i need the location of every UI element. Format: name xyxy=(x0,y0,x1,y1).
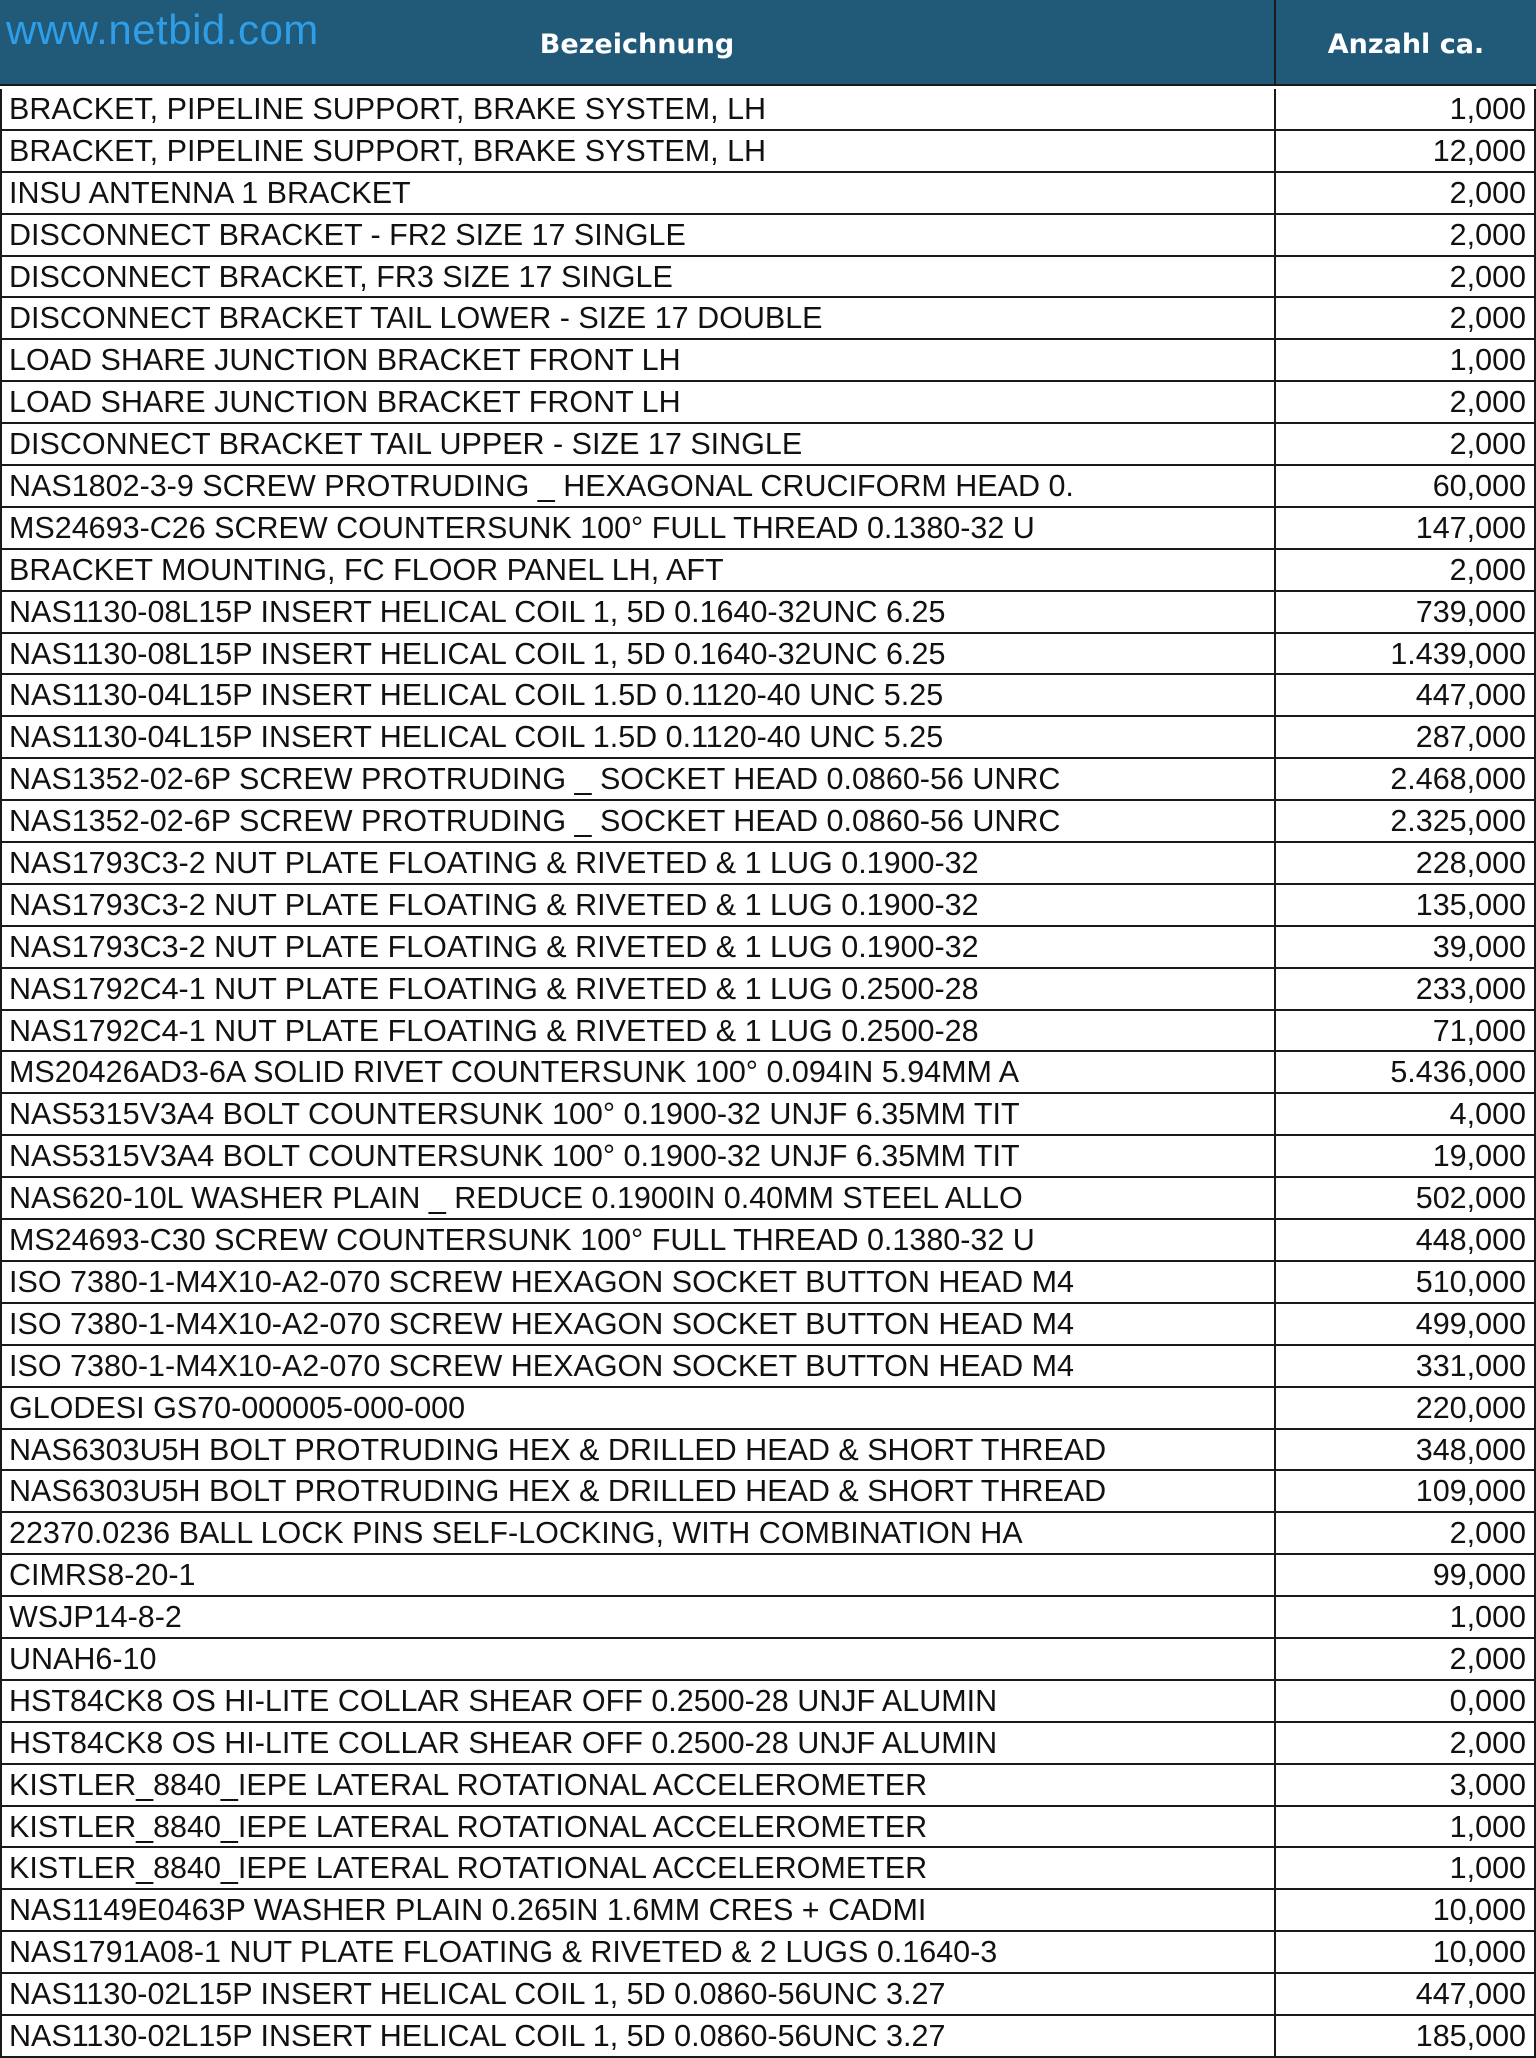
quantity-cell[interactable]: 228,000 xyxy=(1276,843,1536,883)
table-row[interactable] xyxy=(0,801,1536,843)
description-cell[interactable]: BRACKET MOUNTING, FC FLOOR PANEL LH, AFT xyxy=(2,550,1276,590)
description-cell[interactable]: ISO 7380-1-M4X10-A2-070 SCREW HEXAGON SOCKET BUTTON HEAD M4 xyxy=(2,1262,1276,1302)
description-cell[interactable]: NAS1793C3-2 NUT PLATE FLOATING & RIVETED & 1 LUG 0.1900-32 xyxy=(2,927,1276,967)
column-header-description[interactable]: Bezeichnung xyxy=(0,0,1276,86)
table-row[interactable] xyxy=(0,1723,1536,1765)
description-cell[interactable]: MS24693-C30 SCREW COUNTERSUNK 100° FULL THREAD 0.1380-32 U xyxy=(2,1220,1276,1260)
description-cell[interactable]: NAS1130-08L15P INSERT HELICAL COIL 1, 5D 0.1640-32UNC 6.25 xyxy=(2,634,1276,674)
table-row[interactable] xyxy=(0,298,1536,340)
quantity-cell[interactable]: 1.439,000 xyxy=(1276,634,1536,674)
description-cell[interactable]: NAS1130-08L15P INSERT HELICAL COIL 1, 5D 0.1640-32UNC 6.25 xyxy=(2,592,1276,632)
table-row[interactable] xyxy=(0,508,1536,550)
table-body xyxy=(0,89,1536,2058)
quantity-cell[interactable]: 5.436,000 xyxy=(1276,1052,1536,1092)
quantity-cell[interactable]: 2,000 xyxy=(1276,298,1536,338)
description-cell[interactable]: NAS1149E0463P WASHER PLAIN 0.265IN 1.6MM CRES + CADMI xyxy=(2,1890,1276,1930)
table-row[interactable] xyxy=(0,1555,1536,1597)
description-cell[interactable]: KISTLER_8840_IEPE LATERAL ROTATIONAL ACCELEROMETER xyxy=(2,1765,1276,1805)
quantity-cell[interactable]: 12,000 xyxy=(1276,131,1536,171)
description-cell[interactable]: LOAD SHARE JUNCTION BRACKET FRONT LH xyxy=(2,340,1276,380)
quantity-cell[interactable]: 502,000 xyxy=(1276,1178,1536,1218)
description-cell[interactable]: NAS1791A08-1 NUT PLATE FLOATING & RIVETED & 2 LUGS 0.1640-3 xyxy=(2,1932,1276,1972)
description-cell[interactable]: CIMRS8-20-1 xyxy=(2,1555,1276,1595)
quantity-cell[interactable]: 2,000 xyxy=(1276,257,1536,297)
table-row[interactable] xyxy=(0,927,1536,969)
quantity-cell[interactable]: 1,000 xyxy=(1276,340,1536,380)
description-cell[interactable]: NAS1352-02-6P SCREW PROTRUDING _ SOCKET HEAD 0.0860-56 UNRC xyxy=(2,801,1276,841)
description-cell[interactable]: NAS1792C4-1 NUT PLATE FLOATING & RIVETED & 1 LUG 0.2500-28 xyxy=(2,1011,1276,1051)
description-cell[interactable]: NAS1130-02L15P INSERT HELICAL COIL 1, 5D 0.0860-56UNC 3.27 xyxy=(2,1974,1276,2014)
table-row[interactable] xyxy=(0,1974,1536,2016)
table-header xyxy=(0,0,1536,86)
table-row[interactable] xyxy=(0,1304,1536,1346)
quantity-cell[interactable]: 287,000 xyxy=(1276,717,1536,757)
quantity-cell[interactable]: 2.468,000 xyxy=(1276,759,1536,799)
quantity-cell[interactable]: 448,000 xyxy=(1276,1220,1536,1260)
quantity-cell[interactable]: 2,000 xyxy=(1276,173,1536,213)
quantity-cell[interactable]: 499,000 xyxy=(1276,1304,1536,1344)
table-row[interactable] xyxy=(0,634,1536,676)
table-row[interactable] xyxy=(0,1262,1536,1304)
description-cell[interactable]: NAS1130-04L15P INSERT HELICAL COIL 1.5D 0.1120-40 UNC 5.25 xyxy=(2,717,1276,757)
quantity-cell[interactable]: 3,000 xyxy=(1276,1765,1536,1805)
table-row[interactable] xyxy=(0,1848,1536,1890)
table-row[interactable] xyxy=(0,424,1536,466)
description-cell[interactable]: NAS1793C3-2 NUT PLATE FLOATING & RIVETED & 1 LUG 0.1900-32 xyxy=(2,843,1276,883)
description-cell[interactable]: NAS6303U5H BOLT PROTRUDING HEX & DRILLED HEAD & SHORT THREAD xyxy=(2,1430,1276,1470)
description-cell[interactable]: NAS5315V3A4 BOLT COUNTERSUNK 100° 0.1900-32 UNJF 6.35MM TIT xyxy=(2,1094,1276,1134)
table-row[interactable] xyxy=(0,759,1536,801)
table-row[interactable] xyxy=(0,1471,1536,1513)
quantity-cell[interactable]: 1,000 xyxy=(1276,1848,1536,1888)
description-cell[interactable]: 22370.0236 BALL LOCK PINS SELF-LOCKING, WITH COMBINATION HA xyxy=(2,1513,1276,1553)
table-row[interactable] xyxy=(0,1220,1536,1262)
quantity-cell[interactable]: 0,000 xyxy=(1276,1681,1536,1721)
table-row[interactable] xyxy=(0,1597,1536,1639)
description-cell[interactable]: NAS1130-02L15P INSERT HELICAL COIL 1, 5D 0.0860-56UNC 3.27 xyxy=(2,2016,1276,2056)
table-row[interactable] xyxy=(0,89,1536,131)
table-row[interactable] xyxy=(0,173,1536,215)
description-cell[interactable]: NAS1352-02-6P SCREW PROTRUDING _ SOCKET HEAD 0.0860-56 UNRC xyxy=(2,759,1276,799)
quantity-cell[interactable]: 233,000 xyxy=(1276,969,1536,1009)
quantity-cell[interactable]: 1,000 xyxy=(1276,89,1536,129)
table-row[interactable] xyxy=(0,1388,1536,1430)
description-cell[interactable]: DISCONNECT BRACKET - FR2 SIZE 17 SINGLE xyxy=(2,215,1276,255)
table-row[interactable] xyxy=(0,550,1536,592)
description-cell[interactable]: INSU ANTENNA 1 BRACKET xyxy=(2,173,1276,213)
description-cell[interactable]: MS20426AD3-6A SOLID RIVET COUNTERSUNK 100° 0.094IN 5.94MM A xyxy=(2,1052,1276,1092)
table-row[interactable] xyxy=(0,1681,1536,1723)
table-row[interactable] xyxy=(0,215,1536,257)
watermark-logo: www.netbid.com xyxy=(6,6,319,53)
table-row[interactable] xyxy=(0,1513,1536,1555)
description-cell[interactable]: GLODESI GS70-000005-000-000 xyxy=(2,1388,1276,1428)
description-cell[interactable]: NAS1802-3-9 SCREW PROTRUDING _ HEXAGONAL CRUCIFORM HEAD 0. xyxy=(2,466,1276,506)
quantity-cell[interactable]: 2,000 xyxy=(1276,424,1536,464)
description-cell[interactable]: BRACKET, PIPELINE SUPPORT, BRAKE SYSTEM, LH xyxy=(2,89,1276,129)
table-row[interactable] xyxy=(0,340,1536,382)
quantity-cell[interactable]: 2,000 xyxy=(1276,1723,1536,1763)
quantity-cell[interactable]: 2,000 xyxy=(1276,550,1536,590)
table-row[interactable] xyxy=(0,257,1536,299)
quantity-cell[interactable]: 220,000 xyxy=(1276,1388,1536,1428)
description-cell[interactable]: DISCONNECT BRACKET, FR3 SIZE 17 SINGLE xyxy=(2,257,1276,297)
description-cell[interactable]: BRACKET, PIPELINE SUPPORT, BRAKE SYSTEM, LH xyxy=(2,131,1276,171)
table-row[interactable] xyxy=(0,1932,1536,1974)
quantity-cell[interactable]: 739,000 xyxy=(1276,592,1536,632)
quantity-cell[interactable]: 2,000 xyxy=(1276,1639,1536,1679)
quantity-cell[interactable]: 135,000 xyxy=(1276,885,1536,925)
quantity-cell[interactable]: 109,000 xyxy=(1276,1471,1536,1511)
quantity-cell[interactable]: 1,000 xyxy=(1276,1807,1536,1847)
quantity-cell[interactable]: 147,000 xyxy=(1276,508,1536,548)
description-cell[interactable]: ISO 7380-1-M4X10-A2-070 SCREW HEXAGON SOCKET BUTTON HEAD M4 xyxy=(2,1346,1276,1386)
description-cell[interactable]: WSJP14-8-2 xyxy=(2,1597,1276,1637)
table-row[interactable] xyxy=(0,1011,1536,1053)
description-cell[interactable]: KISTLER_8840_IEPE LATERAL ROTATIONAL ACCELEROMETER xyxy=(2,1848,1276,1888)
quantity-cell[interactable]: 39,000 xyxy=(1276,927,1536,967)
table-row[interactable] xyxy=(0,592,1536,634)
quantity-cell[interactable]: 10,000 xyxy=(1276,1932,1536,1972)
table-row[interactable] xyxy=(0,382,1536,424)
quantity-cell[interactable]: 10,000 xyxy=(1276,1890,1536,1930)
table-row[interactable] xyxy=(0,843,1536,885)
description-cell[interactable]: DISCONNECT BRACKET TAIL LOWER - SIZE 17 DOUBLE xyxy=(2,298,1276,338)
description-cell[interactable]: LOAD SHARE JUNCTION BRACKET FRONT LH xyxy=(2,382,1276,422)
quantity-cell[interactable]: 348,000 xyxy=(1276,1430,1536,1470)
description-cell[interactable]: NAS1792C4-1 NUT PLATE FLOATING & RIVETED & 1 LUG 0.2500-28 xyxy=(2,969,1276,1009)
table-row[interactable] xyxy=(0,1890,1536,1932)
quantity-cell[interactable]: 447,000 xyxy=(1276,675,1536,715)
quantity-cell[interactable]: 99,000 xyxy=(1276,1555,1536,1595)
quantity-cell[interactable]: 2,000 xyxy=(1276,1513,1536,1553)
description-cell[interactable]: NAS1793C3-2 NUT PLATE FLOATING & RIVETED & 1 LUG 0.1900-32 xyxy=(2,885,1276,925)
quantity-cell[interactable]: 185,000 xyxy=(1276,2016,1536,2056)
quantity-cell[interactable]: 4,000 xyxy=(1276,1094,1536,1134)
quantity-cell[interactable]: 2,000 xyxy=(1276,382,1536,422)
table-row[interactable] xyxy=(0,1094,1536,1136)
table-row[interactable] xyxy=(0,675,1536,717)
table-row[interactable] xyxy=(0,2016,1536,2058)
description-cell[interactable]: NAS1130-04L15P INSERT HELICAL COIL 1.5D 0.1120-40 UNC 5.25 xyxy=(2,675,1276,715)
quantity-cell[interactable]: 1,000 xyxy=(1276,1597,1536,1637)
quantity-cell[interactable]: 19,000 xyxy=(1276,1136,1536,1176)
description-cell[interactable]: HST84CK8 OS HI-LITE COLLAR SHEAR OFF 0.2500-28 UNJF ALUMIN xyxy=(2,1723,1276,1763)
description-cell[interactable]: UNAH6-10 xyxy=(2,1639,1276,1679)
description-cell[interactable]: KISTLER_8840_IEPE LATERAL ROTATIONAL ACCELEROMETER xyxy=(2,1807,1276,1847)
quantity-cell[interactable]: 60,000 xyxy=(1276,466,1536,506)
table-row[interactable] xyxy=(0,466,1536,508)
table-row[interactable] xyxy=(0,131,1536,173)
table-row[interactable] xyxy=(0,969,1536,1011)
table-row[interactable] xyxy=(0,1052,1536,1094)
table-row[interactable] xyxy=(0,717,1536,759)
description-cell[interactable]: NAS5315V3A4 BOLT COUNTERSUNK 100° 0.1900-32 UNJF 6.35MM TIT xyxy=(2,1136,1276,1176)
quantity-cell[interactable]: 510,000 xyxy=(1276,1262,1536,1302)
description-cell[interactable]: DISCONNECT BRACKET TAIL UPPER - SIZE 17 SINGLE xyxy=(2,424,1276,464)
table-row[interactable] xyxy=(0,1136,1536,1178)
table-row[interactable] xyxy=(0,1346,1536,1388)
table-row[interactable] xyxy=(0,1178,1536,1220)
description-cell[interactable]: MS24693-C26 SCREW COUNTERSUNK 100° FULL THREAD 0.1380-32 U xyxy=(2,508,1276,548)
table-row[interactable] xyxy=(0,1639,1536,1681)
description-cell[interactable]: NAS620-10L WASHER PLAIN _ REDUCE 0.1900IN 0.40MM STEEL ALLO xyxy=(2,1178,1276,1218)
description-cell[interactable]: HST84CK8 OS HI-LITE COLLAR SHEAR OFF 0.2500-28 UNJF ALUMIN xyxy=(2,1681,1276,1721)
table-row[interactable] xyxy=(0,885,1536,927)
quantity-cell[interactable]: 447,000 xyxy=(1276,1974,1536,2014)
quantity-cell[interactable]: 331,000 xyxy=(1276,1346,1536,1386)
quantity-cell[interactable]: 2.325,000 xyxy=(1276,801,1536,841)
quantity-cell[interactable]: 2,000 xyxy=(1276,215,1536,255)
column-header-quantity[interactable]: Anzahl ca. xyxy=(1327,29,1485,60)
description-cell[interactable]: NAS6303U5H BOLT PROTRUDING HEX & DRILLED HEAD & SHORT THREAD xyxy=(2,1471,1276,1511)
quantity-cell[interactable]: 71,000 xyxy=(1276,1011,1536,1051)
table-row[interactable] xyxy=(0,1430,1536,1472)
description-cell[interactable]: ISO 7380-1-M4X10-A2-070 SCREW HEXAGON SOCKET BUTTON HEAD M4 xyxy=(2,1304,1276,1344)
table-row[interactable] xyxy=(0,1765,1536,1807)
table-row[interactable] xyxy=(0,1807,1536,1849)
